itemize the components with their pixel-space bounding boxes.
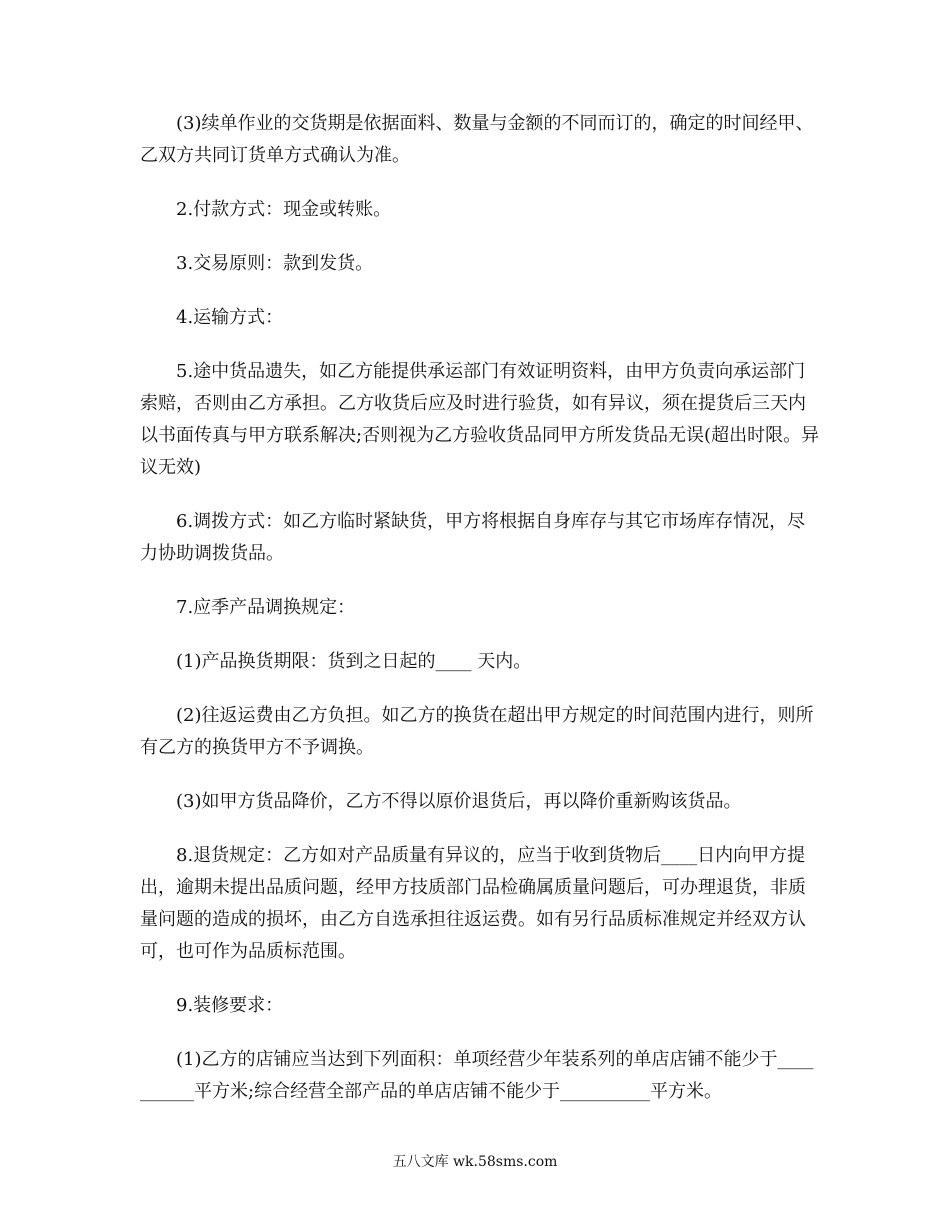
paragraph-price-reduction: (3)如甲方货品降价，乙方不得以原价退货后，再以降价重新购该货品。 [176,791,742,812]
paragraph-decoration: 9.装修要求： [176,995,284,1016]
paragraph-goods-loss: 5.途中货品遗失，如乙方能提供承运部门有效证明资料，由甲方负责向承运部门索赔，否则由乙方承担。乙方收货后应及时进行验货，如有异议，须在提货后三天内以书面传真与甲方联系解决;否则视为乙方验收货品同甲方所发货品无误(超出时限。异议无效) [140,361,820,478]
paragraph-return-rules: 8.退货规定：乙方如对产品质量有异议的，应当于收到货物后____日内向甲方提出，逾期未提出品质问题，经甲方技质部门品检确属质量问题后，可办理退货，非质量问题的造成的损坏，由乙方自选承担往返运费。如有另行品质标准规定并经双方认可，也可作为品质标范围。 [140,845,806,962]
document-body [140,108,820,1130]
paragraph-delivery-reorder: (3)续单作业的交货期是依据面料、数量与金额的不同而订的，确定的时间经甲、乙双方共同订货单方式确认为准。 [140,113,814,166]
paragraph-store-area: (1)乙方的店铺应当达到下列面积：单项经营少年装系列的单店店铺不能少于__________平方米;综合经营全部产品的单店店铺不能少于__________平方米。 [140,1049,814,1102]
paragraph-seasonal-exchange: 7.应季产品调换规定： [176,597,356,618]
page-footer: 五八文库 wk.58sms.com [392,1154,558,1170]
paragraph-trade-principle: 3.交易原则：款到发货。 [176,253,374,274]
paragraph-transport-method: 4.运输方式： [176,307,284,328]
paragraph-exchange-period: (1)产品换货期限：货到之日起的____ 天内。 [176,651,532,672]
paragraph-allocation: 6.调拨方式：如乙方临时紧缺货，甲方将根据自身库存与其它市场库存情况，尽力协助调拨货品。 [140,511,806,564]
paragraph-payment-method: 2.付款方式：现金或转账。 [176,199,392,220]
paragraph-return-freight: (2)往返运费由乙方负担。如乙方的换货在超出甲方规定的时间范围内进行，则所有乙方的换货甲方不予调换。 [140,705,814,758]
